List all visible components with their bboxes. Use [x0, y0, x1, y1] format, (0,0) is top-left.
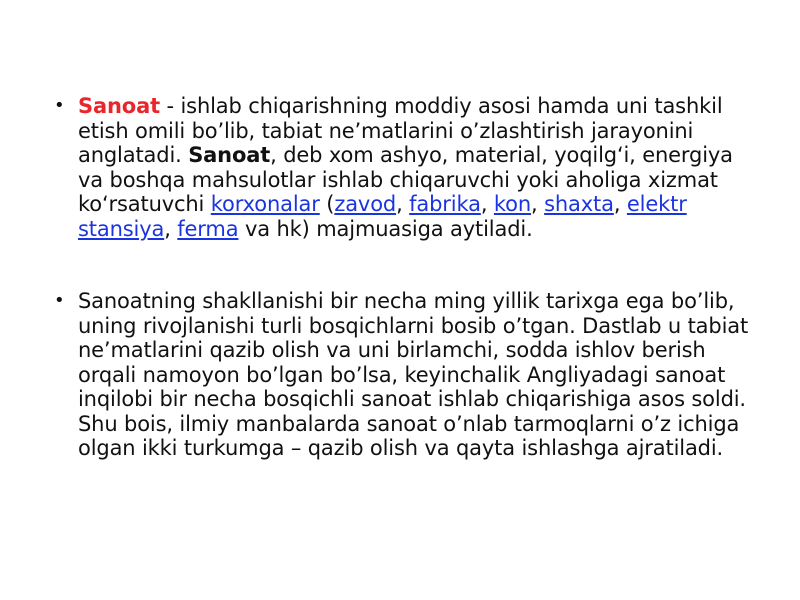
link-shaxta[interactable]: shaxta — [544, 192, 614, 216]
bullet-icon: • — [54, 95, 65, 116]
text-segment: , — [480, 192, 494, 216]
term-sanoat-red: Sanoat — [78, 94, 160, 118]
text-segment: ( — [319, 192, 335, 216]
text-segment: - ishlab chiqarishning moddiy asosi hamda uni tashkil etish omili bo’lib, tabiat ne’matlarini o’zlashtirish jarayonini anglatadi. — [78, 94, 723, 167]
text-segment: , — [396, 192, 410, 216]
term-sanoat-bold: Sanoat — [188, 143, 271, 167]
link-elektr-stansiya[interactable]: elektr stansiya — [78, 192, 687, 241]
link-korxonalar[interactable]: korxonalar — [210, 192, 320, 216]
text-segment: , — [531, 192, 545, 216]
link-zavod[interactable]: zavod — [334, 192, 397, 216]
bullet-item-sanoat-history — [50, 289, 750, 461]
bullet-item-sanoat-definition — [50, 94, 750, 241]
text-segment: , — [613, 192, 627, 216]
link-ferma[interactable]: ferma — [177, 216, 239, 241]
bullet-icon: • — [54, 290, 65, 311]
text-segment: , — [164, 216, 178, 241]
text-segment: va hk) majmuasiga aytiladi. — [238, 216, 533, 241]
text-segment: , deb xom ashyo, material, yoqilg‘i, energiya va boshqa mahsulotlar ishlab chiqaruvchi yoki aholiga xizmat ko‘rsatuvchi — [78, 143, 733, 216]
slide-content — [50, 94, 750, 461]
text-segment: Sanoatning shakllanishi bir necha ming yillik tarixga ega bo’lib, uning rivojlanishi turli bosqichlarni bosib o’tgan. Dastlab u tabiat ne’matlarini qazib olish va uni birlamchi, sodda ishlov berish orqali namoyon bo’lgan bo’lsa, keyinchalik Angliyadagi sanoat inqilobi bir necha bosqichli sanoat ishlab chiqarishiga asos soldi. Shu bois, ilmiy manbalarda sanoat o’nlab tarmoqlarni o’z ichiga olgan ikki turkumga – qazib olish va qayta ishlashga ajratiladi. — [78, 289, 749, 460]
link-kon[interactable]: kon — [493, 192, 532, 216]
link-fabrika[interactable]: fabrika — [409, 192, 481, 216]
